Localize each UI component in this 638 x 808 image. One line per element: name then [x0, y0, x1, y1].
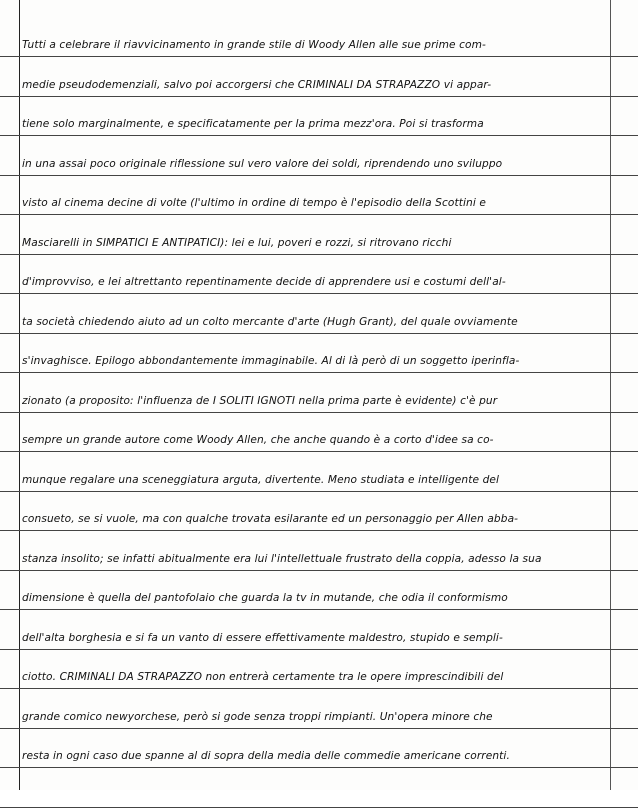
text-line: medie pseudodemenziali, salvo poi accorgersi che CRIMINALI DA STRAPAZZO vi appar- [22, 79, 492, 91]
ruled-line [0, 451, 638, 452]
text-line: d'improvviso, e lei altrettanto repentinamente decide di apprendere usi e costumi dell'al- [22, 276, 506, 288]
ruled-line [0, 767, 638, 768]
ruled-line [0, 688, 638, 689]
ruled-line [0, 570, 638, 571]
ruled-line [0, 56, 638, 57]
text-line: munque regalare una sceneggiatura arguta, divertente. Meno studiata e intelligente del [22, 474, 500, 486]
ruled-line [0, 333, 638, 334]
ruled-line [0, 491, 638, 492]
text-line: ta società chiedendo aiuto ad un colto mercante d'arte (Hugh Grant), del quale ovviamente [22, 316, 518, 328]
ruled-line [0, 293, 638, 294]
text-line: in una assai poco originale riflessione sul vero valore dei soldi, riprendendo uno sviluppo [22, 158, 503, 170]
text-line: tiene solo marginalmente, e specificatamente per la prima mezz'ora. Poi si trasforma [22, 118, 484, 130]
text-line: sempre un grande autore come Woody Allen, che anche quando è a corto d'idee sa co- [22, 434, 494, 446]
ruled-line [0, 530, 638, 531]
text-line: dell'alta borghesia e si fa un vanto di essere effettivamente maldestro, stupido e sempli- [22, 632, 503, 644]
text-line: resta in ogni caso due spanne al di sopra della media delle commedie americane correnti. [22, 750, 510, 762]
ruled-line [0, 214, 638, 215]
left-margin-line [19, 0, 20, 790]
text-line: s'invaghisce. Epilogo abbondantemente immaginabile. Al di là però di un soggetto iperinfla- [22, 355, 520, 367]
text-line: dimensione è quella del pantofolaio che guarda la tv in mutande, che odia il conformismo [22, 592, 508, 604]
text-line: visto al cinema decine di volte (l'ultimo in ordine di tempo è l'episodio della Scottini e [22, 197, 486, 209]
text-line: consueto, se si vuole, ma con qualche trovata esilarante ed un personaggio per Allen abba- [22, 513, 519, 525]
ruled-line [0, 135, 638, 136]
ruled-line [0, 412, 638, 413]
text-line: Masciarelli in SIMPATICI E ANTIPATICI): lei e lui, poveri e rozzi, si ritrovano ricchi [22, 237, 452, 249]
ruled-line [0, 728, 638, 729]
ruled-line [0, 372, 638, 373]
text-line: ciotto. CRIMINALI DA STRAPAZZO non entrerà certamente tra le opere imprescindibili del [22, 671, 504, 683]
ruled-line [0, 609, 638, 610]
ruled-line [0, 96, 638, 97]
text-line: zionato (a proposito: l'influenza de I SOLITI IGNOTI nella prima parte è evidente) c'è pur [22, 395, 498, 407]
text-line: grande comico newyorchese, però si gode senza troppi rimpianti. Un'opera minore che [22, 711, 493, 723]
ruled-line [0, 649, 638, 650]
ruled-line [0, 254, 638, 255]
ruled-line [0, 175, 638, 176]
text-line: stanza insolito; se infatti abitualmente era lui l'intellettuale frustrato della coppia, adesso la sua [22, 553, 542, 565]
text-line: Tutti a celebrare il riavvicinamento in grande stile di Woody Allen alle sue prime com- [22, 39, 486, 51]
